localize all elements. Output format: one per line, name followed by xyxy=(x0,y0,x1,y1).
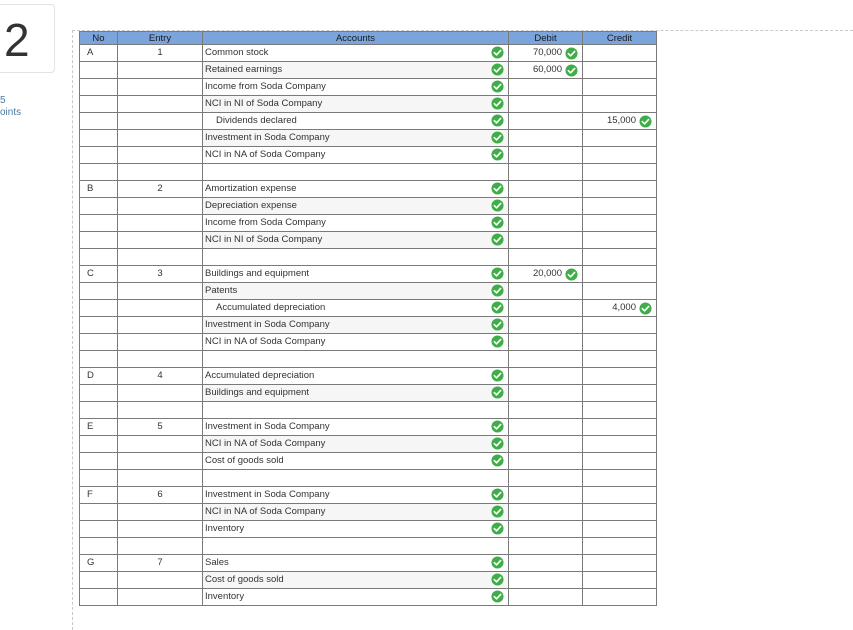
account-name: NCI in NA of Soda Company xyxy=(205,336,326,347)
check-circle-icon xyxy=(491,284,504,297)
spacer-cell xyxy=(80,249,118,266)
spacer-cell xyxy=(118,164,203,181)
check-circle-icon xyxy=(491,522,504,535)
check-circle-icon xyxy=(491,233,504,246)
credit-input[interactable] xyxy=(583,419,657,436)
credit-input[interactable] xyxy=(583,504,657,521)
check-circle-icon xyxy=(491,386,504,399)
account-select[interactable] xyxy=(203,436,509,453)
debit-input[interactable] xyxy=(509,45,583,62)
spacer-row xyxy=(80,470,657,487)
table-row xyxy=(80,147,657,164)
account-select[interactable] xyxy=(203,453,509,470)
account-name: Amortization expense xyxy=(205,183,297,194)
account-name: NCI in NA of Soda Company xyxy=(205,506,326,517)
account-select[interactable] xyxy=(203,300,509,317)
check-circle-icon xyxy=(491,301,504,314)
spacer-cell xyxy=(80,538,118,555)
account-name: Cost of goods sold xyxy=(205,574,284,585)
table-row xyxy=(80,334,657,351)
spacer-cell xyxy=(118,249,203,266)
debit-input[interactable] xyxy=(509,232,583,249)
debit-input[interactable] xyxy=(509,113,583,130)
table-row xyxy=(80,266,657,283)
debit-input-value: 20,000 xyxy=(532,268,562,279)
spacer-cell xyxy=(203,402,509,419)
account-name: NCI in NI of Soda Company xyxy=(205,98,323,109)
credit-input[interactable] xyxy=(583,334,657,351)
spacer-cell xyxy=(118,351,203,368)
spacer-cell xyxy=(509,164,583,181)
credit-input[interactable] xyxy=(583,572,657,589)
debit-input[interactable] xyxy=(509,300,583,317)
account-select[interactable] xyxy=(203,572,509,589)
cell-entry xyxy=(118,96,203,113)
debit-input[interactable] xyxy=(509,62,583,79)
spacer-cell xyxy=(203,470,509,487)
spacer-cell xyxy=(509,538,583,555)
account-name: Dividends declared xyxy=(216,115,297,126)
check-circle-icon xyxy=(491,199,504,212)
account-name: NCI in NI of Soda Company xyxy=(205,234,323,245)
spacer-row xyxy=(80,351,657,368)
cell-entry xyxy=(118,62,203,79)
account-select[interactable] xyxy=(203,334,509,351)
check-circle-icon xyxy=(639,115,652,128)
debit-input-value-wrap xyxy=(533,62,578,78)
cell-entry xyxy=(118,521,203,538)
account-name: Retained earnings xyxy=(205,64,283,75)
account-select[interactable] xyxy=(203,45,509,62)
check-circle-icon xyxy=(491,216,504,229)
account-select[interactable] xyxy=(203,368,509,385)
header-entry: Entry xyxy=(118,32,203,45)
account-name: Patents xyxy=(205,285,238,296)
debit-input[interactable] xyxy=(509,283,583,300)
check-circle-icon xyxy=(491,437,504,450)
cell-no: B xyxy=(80,181,118,198)
debit-input[interactable] xyxy=(509,317,583,334)
cell-entry: 7 xyxy=(118,555,203,572)
cell-entry: 5 xyxy=(118,419,203,436)
spacer-cell xyxy=(583,351,657,368)
check-circle-icon xyxy=(491,148,504,161)
table-header-row xyxy=(80,32,657,45)
cell-no xyxy=(80,215,118,232)
debit-input-value-wrap xyxy=(533,45,578,61)
check-circle-icon xyxy=(491,369,504,382)
cell-no xyxy=(80,147,118,164)
check-circle-icon xyxy=(565,64,578,77)
cell-no xyxy=(80,130,118,147)
spacer-cell xyxy=(203,249,509,266)
credit-input[interactable] xyxy=(583,368,657,385)
credit-input[interactable] xyxy=(583,555,657,572)
panel-left-border xyxy=(72,30,73,630)
check-circle-icon xyxy=(565,47,578,60)
cell-no xyxy=(80,504,118,521)
cell-entry: 1 xyxy=(118,45,203,62)
header-credit: Credit xyxy=(583,32,657,45)
cell-entry xyxy=(118,317,203,334)
credit-input[interactable] xyxy=(583,453,657,470)
table-row xyxy=(80,181,657,198)
debit-input[interactable] xyxy=(509,453,583,470)
table-row xyxy=(80,504,657,521)
account-name: Investment in Soda Company xyxy=(205,421,330,432)
cell-no xyxy=(80,317,118,334)
account-select[interactable] xyxy=(203,79,509,96)
account-select[interactable] xyxy=(203,147,509,164)
debit-input[interactable] xyxy=(509,215,583,232)
table-row xyxy=(80,215,657,232)
account-select[interactable] xyxy=(203,317,509,334)
account-select[interactable] xyxy=(203,198,509,215)
check-circle-icon xyxy=(491,97,504,110)
check-circle-icon xyxy=(491,454,504,467)
table-row xyxy=(80,419,657,436)
table-row xyxy=(80,198,657,215)
account-select[interactable] xyxy=(203,283,509,300)
account-select[interactable] xyxy=(203,62,509,79)
spacer-cell xyxy=(583,402,657,419)
check-circle-icon xyxy=(565,268,578,281)
credit-input[interactable] xyxy=(583,62,657,79)
debit-input[interactable] xyxy=(509,589,583,606)
table-row xyxy=(80,572,657,589)
table-row xyxy=(80,521,657,538)
question-number-box xyxy=(0,4,55,73)
account-name: Inventory xyxy=(205,523,245,534)
debit-input[interactable] xyxy=(509,555,583,572)
cell-entry xyxy=(118,504,203,521)
debit-input[interactable] xyxy=(509,504,583,521)
cell-no: G xyxy=(80,555,118,572)
debit-input[interactable] xyxy=(509,419,583,436)
cell-entry xyxy=(118,147,203,164)
debit-input[interactable] xyxy=(509,487,583,504)
credit-input[interactable] xyxy=(583,283,657,300)
cell-entry xyxy=(118,436,203,453)
cell-entry xyxy=(118,130,203,147)
cell-no: F xyxy=(80,487,118,504)
cell-no: D xyxy=(80,368,118,385)
cell-no xyxy=(80,300,118,317)
cell-no xyxy=(80,62,118,79)
debit-input[interactable] xyxy=(509,96,583,113)
credit-input[interactable] xyxy=(583,232,657,249)
debit-input[interactable] xyxy=(509,79,583,96)
account-select[interactable] xyxy=(203,130,509,147)
spacer-cell xyxy=(509,402,583,419)
cell-no xyxy=(80,436,118,453)
debit-input[interactable] xyxy=(509,385,583,402)
points-value: 5 xyxy=(0,95,6,106)
check-circle-icon xyxy=(491,556,504,569)
table-row xyxy=(80,62,657,79)
table-row xyxy=(80,317,657,334)
cell-no xyxy=(80,334,118,351)
account-name: Sales xyxy=(205,557,229,568)
check-circle-icon xyxy=(491,573,504,586)
table-row xyxy=(80,487,657,504)
spacer-cell xyxy=(509,249,583,266)
points-info xyxy=(0,95,21,119)
account-name: NCI in NA of Soda Company xyxy=(205,149,326,160)
check-circle-icon xyxy=(491,335,504,348)
cell-entry xyxy=(118,113,203,130)
cell-entry xyxy=(118,215,203,232)
credit-input[interactable] xyxy=(583,436,657,453)
spacer-cell xyxy=(118,470,203,487)
account-select[interactable] xyxy=(203,504,509,521)
account-name: Income from Soda Company xyxy=(205,217,326,228)
account-name: Common stock xyxy=(205,47,269,58)
spacer-cell xyxy=(509,351,583,368)
account-name: Income from Soda Company xyxy=(205,81,326,92)
cell-entry xyxy=(118,300,203,317)
credit-input[interactable] xyxy=(583,487,657,504)
cell-no xyxy=(80,453,118,470)
credit-input[interactable] xyxy=(583,181,657,198)
journal-entry-table xyxy=(79,31,657,606)
check-circle-icon xyxy=(491,420,504,433)
table-row xyxy=(80,368,657,385)
check-circle-icon xyxy=(639,302,652,315)
header-no: No xyxy=(80,32,118,45)
check-circle-icon xyxy=(491,590,504,603)
spacer-row xyxy=(80,249,657,266)
spacer-cell xyxy=(509,470,583,487)
spacer-cell xyxy=(118,538,203,555)
credit-input-value-wrap xyxy=(607,113,652,129)
cell-entry xyxy=(118,453,203,470)
check-circle-icon xyxy=(491,63,504,76)
cell-no xyxy=(80,198,118,215)
debit-input[interactable] xyxy=(509,521,583,538)
check-circle-icon xyxy=(491,80,504,93)
cell-entry xyxy=(118,232,203,249)
debit-input[interactable] xyxy=(509,266,583,283)
account-name: Buildings and equipment xyxy=(205,268,310,279)
check-circle-icon xyxy=(491,131,504,144)
check-circle-icon xyxy=(491,488,504,501)
debit-input-value: 70,000 xyxy=(532,47,562,58)
cell-no xyxy=(80,79,118,96)
account-select[interactable] xyxy=(203,589,509,606)
credit-input[interactable] xyxy=(583,521,657,538)
credit-input[interactable] xyxy=(583,589,657,606)
debit-input[interactable] xyxy=(509,368,583,385)
table-row xyxy=(80,79,657,96)
cell-no xyxy=(80,113,118,130)
spacer-cell xyxy=(203,164,509,181)
table-row xyxy=(80,96,657,113)
spacer-cell xyxy=(583,249,657,266)
cell-no xyxy=(80,232,118,249)
cell-no xyxy=(80,385,118,402)
cell-entry: 2 xyxy=(118,181,203,198)
debit-input[interactable] xyxy=(509,198,583,215)
cell-entry xyxy=(118,283,203,300)
cell-no xyxy=(80,283,118,300)
cell-entry: 4 xyxy=(118,368,203,385)
account-select[interactable] xyxy=(203,385,509,402)
table-row xyxy=(80,300,657,317)
table-row xyxy=(80,113,657,130)
cell-entry: 6 xyxy=(118,487,203,504)
spacer-cell xyxy=(203,351,509,368)
account-select[interactable] xyxy=(203,232,509,249)
account-select[interactable] xyxy=(203,487,509,504)
credit-input[interactable] xyxy=(583,147,657,164)
check-circle-icon xyxy=(491,114,504,127)
credit-input[interactable] xyxy=(583,113,657,130)
table-row xyxy=(80,283,657,300)
check-circle-icon xyxy=(491,267,504,280)
check-circle-icon xyxy=(491,505,504,518)
spacer-cell xyxy=(583,470,657,487)
spacer-cell xyxy=(80,351,118,368)
credit-input[interactable] xyxy=(583,79,657,96)
debit-input[interactable] xyxy=(509,436,583,453)
spacer-cell xyxy=(80,470,118,487)
points-label: oints xyxy=(0,107,22,118)
credit-input[interactable] xyxy=(583,266,657,283)
table-row xyxy=(80,45,657,62)
cell-no xyxy=(80,589,118,606)
cell-entry xyxy=(118,589,203,606)
account-name: NCI in NA of Soda Company xyxy=(205,438,326,449)
credit-input[interactable] xyxy=(583,300,657,317)
credit-input[interactable] xyxy=(583,96,657,113)
spacer-cell xyxy=(80,402,118,419)
cell-no xyxy=(80,521,118,538)
spacer-cell xyxy=(583,164,657,181)
account-select[interactable] xyxy=(203,181,509,198)
account-name: Investment in Soda Company xyxy=(205,132,330,143)
cell-no: C xyxy=(80,266,118,283)
table-row xyxy=(80,130,657,147)
credit-input[interactable] xyxy=(583,198,657,215)
credit-input[interactable] xyxy=(583,317,657,334)
account-select[interactable] xyxy=(203,521,509,538)
table-row xyxy=(80,232,657,249)
cell-entry xyxy=(118,79,203,96)
credit-input-value: 15,000 xyxy=(606,115,636,126)
spacer-cell xyxy=(80,164,118,181)
cell-entry xyxy=(118,198,203,215)
credit-input[interactable] xyxy=(583,130,657,147)
check-circle-icon xyxy=(491,182,504,195)
cell-entry: 3 xyxy=(118,266,203,283)
debit-input[interactable] xyxy=(509,572,583,589)
debit-input-value-wrap xyxy=(533,266,578,282)
table-row xyxy=(80,555,657,572)
table-row xyxy=(80,589,657,606)
credit-input-value-wrap xyxy=(612,300,652,316)
cell-no xyxy=(80,96,118,113)
credit-input[interactable] xyxy=(583,385,657,402)
account-select[interactable] xyxy=(203,555,509,572)
spacer-cell xyxy=(203,538,509,555)
debit-input-value: 60,000 xyxy=(532,64,562,75)
question-number: 2 xyxy=(4,14,30,66)
credit-input[interactable] xyxy=(583,45,657,62)
check-circle-icon xyxy=(491,46,504,59)
cell-entry xyxy=(118,572,203,589)
table-row xyxy=(80,453,657,470)
account-select[interactable] xyxy=(203,96,509,113)
credit-input-value: 4,000 xyxy=(612,302,636,313)
cell-entry xyxy=(118,334,203,351)
header-accounts: Accounts xyxy=(203,32,509,45)
account-name: Depreciation expense xyxy=(205,200,297,211)
account-name: Investment in Soda Company xyxy=(205,489,330,500)
account-name: Accumulated depreciation xyxy=(216,302,326,313)
spacer-row xyxy=(80,164,657,181)
table-row xyxy=(80,385,657,402)
account-select[interactable] xyxy=(203,113,509,130)
cell-entry xyxy=(118,385,203,402)
account-select[interactable] xyxy=(203,419,509,436)
spacer-row xyxy=(80,402,657,419)
debit-input[interactable] xyxy=(509,334,583,351)
debit-input[interactable] xyxy=(509,181,583,198)
account-name: Cost of goods sold xyxy=(205,455,284,466)
account-name: Inventory xyxy=(205,591,245,602)
header-debit: Debit xyxy=(509,32,583,45)
spacer-cell xyxy=(583,538,657,555)
spacer-row xyxy=(80,538,657,555)
account-name: Investment in Soda Company xyxy=(205,319,330,330)
debit-input[interactable] xyxy=(509,147,583,164)
debit-input[interactable] xyxy=(509,130,583,147)
credit-input[interactable] xyxy=(583,215,657,232)
cell-no xyxy=(80,572,118,589)
table-row xyxy=(80,436,657,453)
cell-no: A xyxy=(80,45,118,62)
check-circle-icon xyxy=(491,318,504,331)
cell-no: E xyxy=(80,419,118,436)
account-name: Buildings and equipment xyxy=(205,387,310,398)
account-select[interactable] xyxy=(203,266,509,283)
account-select[interactable] xyxy=(203,215,509,232)
spacer-cell xyxy=(118,402,203,419)
account-name: Accumulated depreciation xyxy=(205,370,315,381)
